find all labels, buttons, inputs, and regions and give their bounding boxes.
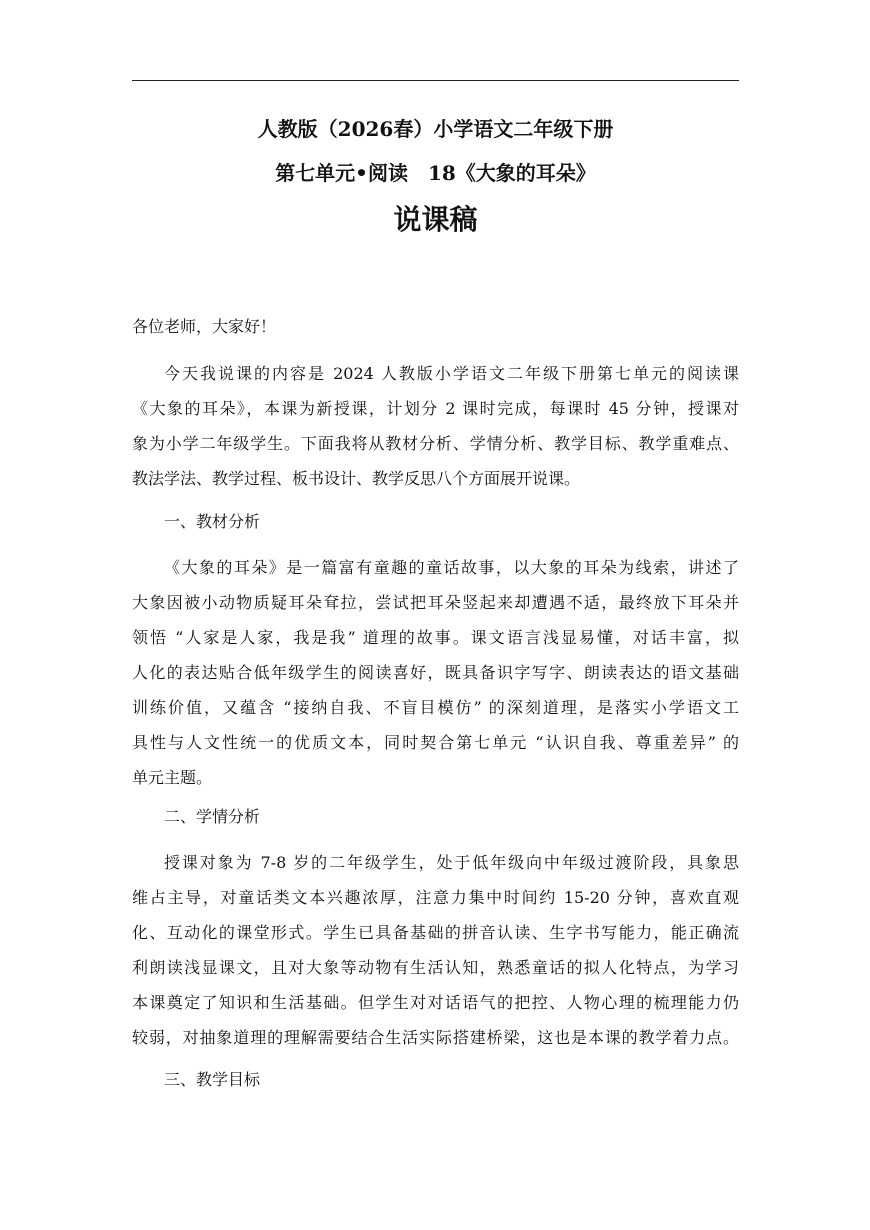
section-heading-textbook-analysis: 一、教材分析 [164, 512, 261, 531]
document-title: 说课稿 [393, 203, 478, 236]
paragraph-line: 具性与人文性统一的优质文本，同时契合第七单元 “认识自我、尊重差异” 的 [132, 733, 739, 752]
paragraph-line: 化、互动化的课堂形式。学生已具备基础的拼音认读、生字书写能力，能正确流 [132, 923, 739, 942]
greeting: 各位老师，大家好！ [132, 317, 277, 336]
header-rule [132, 80, 739, 81]
section-heading-student-analysis: 二、学情分析 [164, 807, 261, 826]
lesson-title: 第七单元•阅读 18《大象的耳朵》 [275, 161, 596, 185]
paragraph-line: 大象因被小动物质疑耳朵耷拉，尝试把耳朵竖起来却遭遇不适，最终放下耳朵并 [132, 593, 739, 612]
paragraph-line: 教法学法、教学过程、板书设计、教学反思八个方面展开说课。 [132, 469, 581, 488]
paragraph-line: 今天我说课的内容是 2024 人教版小学语文二年级下册第七单元的阅读课 [164, 364, 739, 383]
paragraph-line: 《大象的耳朵》，本课为新授课，计划分 2 课时完成，每课时 45 分钟，授课对 [132, 399, 739, 418]
paragraph-line: 象为小学二年级学生。下面我将从教材分析、学情分析、教学目标、教学重难点、 [132, 434, 739, 453]
paragraph-line: 单元主题。 [132, 768, 213, 787]
paragraph-line: 人化的表达贴合低年级学生的阅读喜好，既具备识字写字、朗读表达的语文基础 [132, 663, 739, 682]
student-analysis-paragraph [132, 845, 739, 1055]
section-heading-teaching-goals: 三、教学目标 [164, 1070, 261, 1089]
paragraph-line: 授课对象为 7-8 岁的二年级学生，处于低年级向中年级过渡阶段，具象思 [164, 853, 739, 872]
paragraph-line: 本课奠定了知识和生活基础。但学生对对话语气的把控、人物心理的梳理能力仍 [132, 993, 739, 1012]
intro-paragraph [132, 356, 739, 496]
paragraph-line: 《大象的耳朵》是一篇富有童趣的童话故事，以大象的耳朵为线索，讲述了 [164, 558, 739, 577]
paragraph-line: 维占主导，对童话类文本兴趣浓厚，注意力集中时间约 15-20 分钟，喜欢直观 [132, 888, 739, 907]
textbook-analysis-paragraph [132, 550, 739, 795]
paragraph-line: 利朗读浅显课文，且对大象等动物有生活认知，熟悉童话的拟人化特点，为学习 [132, 958, 739, 977]
paragraph-line: 训练价值，又蕴含 “接纳自我、不盲目模仿” 的深刻道理，是落实小学语文工 [132, 698, 739, 717]
paragraph-line: 较弱，对抽象道理的理解需要结合生活实际搭建桥梁，这也是本课的教学着力点。 [132, 1028, 739, 1047]
paragraph-line: 领悟 “人家是人家，我是我” 道理的故事。课文语言浅显易懂，对话丰富，拟 [132, 628, 739, 647]
textbook-edition: 人教版（2026春）小学语文二年级下册 [257, 117, 614, 141]
